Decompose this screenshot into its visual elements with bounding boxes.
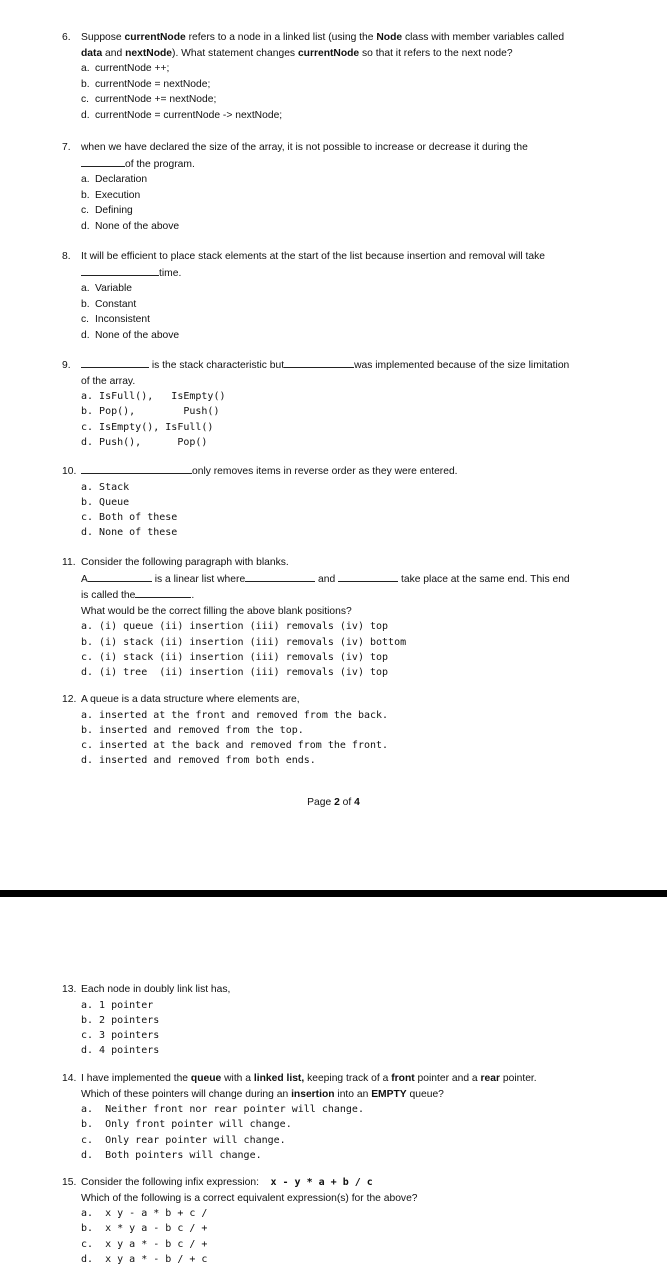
answer-blank [81, 156, 125, 167]
option-b: b. Constant [81, 298, 137, 310]
question-10-stem: 10. only removes items in reverse order as they were entered. [62, 463, 662, 480]
question-6-stem: 6. Suppose currentNode refers to a node in a linked list (using the Node class with member variables called [62, 32, 565, 43]
question-11-options: a. (i) queue (ii) insertion (iii) removals (iv) top b. (i) stack (ii) insertion (iii) removals (iv) bottom c. (i) stack (ii) insertion (iii) removals (iv) top d. (i) tree (ii) insertion (iii) removals (iv) top [81, 621, 407, 678]
question-14-options: a. Neither front nor rear pointer will change. b. Only front pointer will change. c. Only rear pointer will change. d. Both pointers will change. [81, 1104, 364, 1161]
question-11-line3: is called the . [62, 587, 662, 604]
answer-blank [81, 357, 149, 368]
question-8-stem-line2: time. [62, 265, 662, 282]
blank-iv [135, 587, 191, 598]
option-a: a. Declaration [81, 174, 148, 186]
answer-blank [284, 357, 354, 368]
question-9 [62, 357, 662, 450]
question-6-stem-line2: data and nextNode). What statement changes currentNode so that it refers to the next node? [81, 47, 513, 59]
answer-blank [81, 265, 159, 276]
answer-blank [81, 463, 192, 474]
question-15-options: a. x y - a * b + c / b. x * y a - b c / + c. x y a * - b c / + d. x y a * - b / + c [81, 1208, 208, 1265]
question-8-stem: 8. It will be efficient to place stack elements at the start of the list because insertion and removal will take [62, 251, 545, 262]
blank-i [88, 571, 152, 582]
question-11-line2: A is a linear list where and take place at the same end. This end [62, 571, 662, 588]
option-c: c. currentNode += nextNode; [81, 94, 217, 106]
question-7-stem-line2: of the program. [62, 156, 642, 173]
question-13-stem: 13. Each node in doubly link list has, [62, 984, 231, 995]
option-d: d. None of the above [81, 329, 180, 341]
option-d: d. currentNode = currentNode -> nextNode; [81, 109, 283, 121]
infix-expression: x - y * a + b / c [270, 1177, 373, 1188]
question-14 [62, 1071, 662, 1163]
page-number: Page 2 of 4 [307, 797, 360, 808]
question-13 [62, 982, 642, 1058]
document-page-3 [0, 897, 667, 1280]
option-c: c. Inconsistent [81, 314, 150, 326]
question-9-stem-line2: of the array. [81, 375, 136, 387]
option-c: c. Defining [81, 205, 133, 217]
question-9-stem: 9. is the stack characteristic but was implemented because of the size limitation [62, 357, 662, 374]
page-divider [0, 890, 667, 897]
blank-iii [338, 571, 398, 582]
question-11 [62, 555, 662, 680]
question-13-options: a. 1 pointer b. 2 pointers c. 3 pointers d. 4 pointers [81, 999, 160, 1057]
question-14-stem-line2: Which of these pointers will change during an insertion into an EMPTY queue? [81, 1088, 444, 1100]
question-12-options: a. inserted at the front and removed from the back. b. inserted and removed from the top. c. inserted at the back and removed from the front. d. inserted and removed from both ends. [81, 709, 389, 767]
option-b: b. Execution [81, 189, 141, 201]
question-11-line4: What would be the correct filling the above blank positions? [81, 605, 352, 617]
question-14-stem: 14. I have implemented the queue with a linked list, keeping track of a front pointer and a rear pointer. [62, 1073, 537, 1084]
question-11-stem: 11. Consider the following paragraph with blanks. [62, 557, 289, 568]
question-12 [62, 692, 662, 768]
question-15 [62, 1175, 662, 1267]
question-6 [62, 30, 642, 124]
option-b: b. currentNode = nextNode; [81, 78, 211, 90]
question-12-stem: 12. A queue is a data structure where elements are, [62, 694, 300, 705]
blank-ii [245, 571, 315, 582]
option-a: a. currentNode ++; [81, 63, 170, 75]
question-9-options: a. IsFull(), IsEmpty() b. Pop(), Push() c. IsEmpty(), IsFull() d. Push(), Pop() [81, 391, 226, 448]
option-a: a. Variable [81, 283, 133, 295]
question-10-options: a. Stack b. Queue c. Both of these d. None of these [81, 481, 178, 539]
question-8 [62, 249, 662, 344]
option-d: d. None of the above [81, 220, 180, 232]
question-15-stem: 15. Consider the following infix expression: x - y * a + b / c [62, 1177, 373, 1188]
question-7-stem: 7. when we have declared the size of the array, it is not possible to increase or decrease it during the [62, 142, 528, 153]
question-10 [62, 463, 662, 540]
question-15-stem-line2: Which of the following is a correct equivalent expression(s) for the above? [81, 1192, 418, 1204]
question-7 [62, 140, 642, 235]
